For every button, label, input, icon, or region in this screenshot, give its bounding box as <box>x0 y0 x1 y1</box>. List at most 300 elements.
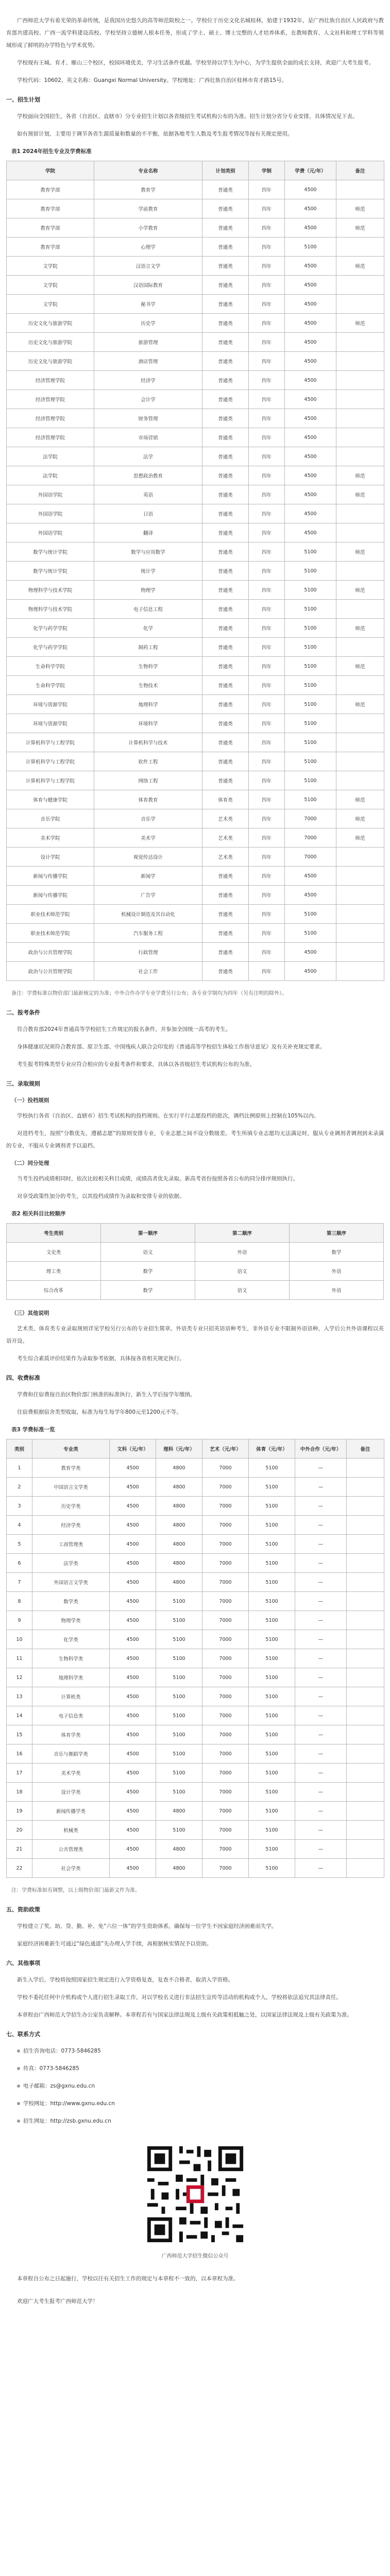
table-cell: 四年 <box>249 238 285 257</box>
table-cell: 生物科学 <box>94 657 202 676</box>
table-cell <box>336 371 384 390</box>
section-heading: 一、招生计划 <box>6 96 40 103</box>
table-cell: 4500 <box>285 276 336 295</box>
table-row <box>7 619 384 638</box>
table-cell: 5100 <box>156 1706 202 1725</box>
table-cell: 四年 <box>249 867 285 886</box>
table-cell: 4500 <box>110 1744 156 1764</box>
table-cell: 普通类 <box>202 466 249 485</box>
section-heading: 五、资助政策 <box>6 1906 40 1913</box>
table-cell: 外国语学院 <box>7 504 94 523</box>
table-cell: 4800 <box>156 1535 202 1554</box>
table-cell: 5100 <box>249 1478 295 1497</box>
table-cell: 师范 <box>336 466 384 485</box>
table-cell: 四年 <box>249 848 285 867</box>
table-cell: 7000 <box>202 1687 249 1706</box>
table-cell <box>347 1516 384 1535</box>
table-row <box>7 600 384 619</box>
table-cell: 网络工程 <box>94 771 202 790</box>
table-cell: 普通类 <box>202 733 249 752</box>
table-cell: 外语 <box>290 1262 384 1281</box>
table-cell: 4500 <box>110 1535 156 1554</box>
table-cell: 四年 <box>249 352 285 371</box>
table-cell <box>347 1649 384 1668</box>
table-cell: — <box>295 1516 347 1535</box>
table-cell: 四年 <box>249 390 285 409</box>
table-cell: 法学类 <box>32 1554 110 1573</box>
table-cell: 5100 <box>156 1592 202 1611</box>
table-cell: 学前教育 <box>94 199 202 218</box>
table-row <box>7 257 384 276</box>
table-cell: 5100 <box>285 676 336 695</box>
table-cell: 师范 <box>336 695 384 714</box>
table-cell <box>347 1478 384 1497</box>
table-cell: 计算机科学与工程学院 <box>7 752 94 771</box>
table-row <box>7 790 384 809</box>
table-cell: 四年 <box>249 295 285 314</box>
table-header-cell: 体育（元/年） <box>249 1439 295 1459</box>
table-cell: 历史学 <box>94 314 202 333</box>
table-cell: 数学类 <box>32 1592 110 1611</box>
table-row <box>7 1573 384 1592</box>
table-cell: 5100 <box>249 1516 295 1535</box>
table-row <box>7 714 384 733</box>
table-cell: 5100 <box>285 543 336 562</box>
table-note: 注：学费标准如有调整，以上级物价部门最新文件为准。 <box>11 1888 140 1893</box>
table-cell: 四年 <box>249 943 285 962</box>
table-cell: 普通类 <box>202 695 249 714</box>
table-row <box>7 562 384 581</box>
table-cell: 17 <box>7 1764 32 1783</box>
table-cell: 四年 <box>249 790 285 809</box>
table-cell: 心理学 <box>94 238 202 257</box>
table-cell: 经济学类 <box>32 1516 110 1535</box>
table-cell: 美术学类 <box>32 1764 110 1783</box>
table-cell: 5100 <box>285 562 336 581</box>
table-cell: — <box>295 1478 347 1497</box>
table-cell: 法学院 <box>7 466 94 485</box>
table-header-cell: 考生类别 <box>7 1224 101 1243</box>
table-cell: 普通类 <box>202 257 249 276</box>
table-cell: 师范 <box>336 790 384 809</box>
table-cell: 四年 <box>249 638 285 657</box>
table-cell: 普通类 <box>202 943 249 962</box>
qr-caption: 广西师范大学招生微信公众号 <box>161 2253 229 2259</box>
table-cell: 教育学类 <box>32 1459 110 1478</box>
table-cell: 翻译 <box>94 523 202 543</box>
table-cell <box>336 238 384 257</box>
table-cell: 理工类 <box>7 1262 101 1281</box>
table-cell: 18 <box>7 1783 32 1802</box>
table-cell: 4500 <box>110 1611 156 1630</box>
table-header-cell: 文科（元/年） <box>110 1439 156 1459</box>
contact-email[interactable]: 电子邮箱：zs@gxnu.edu.cn <box>6 2080 384 2092</box>
table-cell: 8 <box>7 1592 32 1611</box>
table-row <box>7 485 384 504</box>
table-cell: 四年 <box>249 962 285 981</box>
table-cell: — <box>295 1821 347 1840</box>
table-cell: 5100 <box>285 600 336 619</box>
table-cell: 7000 <box>202 1821 249 1840</box>
table-row <box>7 1764 384 1783</box>
intro-paragraph: 广西师范大学有着光荣的革命传统，是我国历史悠久的高等师范院校之一。学校位于历史文化名城桂林，始建于1932年，是广西壮族自治区人民政府与教育部共建高校、广西一流学科建设高校。学校坚持立德树人根本任务，形成了学士、硕士、博士完整的人才培养体系，在教师教育、人文社科和理工学科等领域形成了鲜明的办学特色与学术优势。 <box>6 18 384 48</box>
table-cell: 7000 <box>202 1783 249 1802</box>
table-cell: — <box>295 1859 347 1878</box>
table-cell: 5100 <box>249 1611 295 1630</box>
table-cell: 4500 <box>110 1497 156 1516</box>
table-row <box>7 828 384 848</box>
table-cell: 5100 <box>249 1630 295 1649</box>
table-cell: 5 <box>7 1535 32 1554</box>
table-cell: 4500 <box>285 886 336 905</box>
table-cell: 数学 <box>101 1281 195 1300</box>
table-cell: 职业技术师范学院 <box>7 905 94 924</box>
qr-code-icon <box>144 2143 247 2246</box>
table-cell <box>347 1554 384 1573</box>
contact-admissions-website[interactable]: 招生网址：http://zsb.gxnu.edu.cn <box>6 2115 384 2127</box>
table-header-row <box>7 1439 384 1459</box>
table-row <box>7 886 384 905</box>
table-cell: 地理科学类 <box>32 1668 110 1687</box>
section-paragraph: 学校面向全国招生，各省（自治区、直辖市）分专业招生计划以各省级招生考试机构公布的为准。招生计划分省分专业安排，具体情况见下表。 <box>17 113 358 120</box>
table-cell: 四年 <box>249 428 285 447</box>
table-cell: 师范 <box>336 543 384 562</box>
table-row <box>7 1262 384 1281</box>
table-row <box>7 638 384 657</box>
table-cell: 4500 <box>285 218 336 238</box>
table-cell: 普通类 <box>202 676 249 695</box>
table-cell: 5100 <box>285 238 336 257</box>
table-row <box>7 1592 384 1611</box>
table-cell: 9 <box>7 1611 32 1630</box>
enrollment-plan-table <box>6 161 384 981</box>
table-row <box>7 581 384 600</box>
section-paragraph: 考生综合素质评价结果作为录取参考依据，具体按各省相关规定执行。 <box>17 1355 185 1362</box>
table-cell: 制药工程 <box>94 638 202 657</box>
table-cell: 4800 <box>156 1497 202 1516</box>
table-cell: 普通类 <box>202 714 249 733</box>
table-cell: 师范 <box>336 485 384 504</box>
table-cell <box>336 504 384 523</box>
table-cell: 4500 <box>285 199 336 218</box>
section-paragraph: 如有预留计划，主要用于调节各省生源质量和数量的不平衡，依据各地考生人数及考生报考情况等按有关规定使用。 <box>17 131 293 137</box>
table-cell: — <box>295 1706 347 1725</box>
table-cell: 音乐学院 <box>7 809 94 828</box>
table-cell: 5100 <box>156 1630 202 1649</box>
table-cell: 4500 <box>110 1687 156 1706</box>
table-cell: 4500 <box>285 295 336 314</box>
table-cell: 政治与公共管理学院 <box>7 943 94 962</box>
table-cell <box>336 295 384 314</box>
table-row <box>7 466 384 485</box>
section-paragraph: 学校建立了奖、助、贷、勤、补、免“六位一体”的学生资助体系，确保每一位学生不因家庭经济困难而失学。 <box>17 1923 277 1929</box>
table-cell: 7000 <box>202 1630 249 1649</box>
table-header-cell: 备注 <box>336 161 384 180</box>
table-cell: 普通类 <box>202 924 249 943</box>
table-note: 备注：学费标准以物价部门最新核定的为准；中外合作办学专业学费另行公布；各专业学制均为四年（另有注明的除外）。 <box>11 991 287 996</box>
table-cell: 4500 <box>285 257 336 276</box>
table-cell: 5100 <box>249 1592 295 1611</box>
table-cell: 普通类 <box>202 371 249 390</box>
table-row <box>7 1706 384 1725</box>
table-cell <box>347 1840 384 1859</box>
table-cell <box>336 428 384 447</box>
table-row <box>7 390 384 409</box>
table-cell: 5100 <box>249 1725 295 1744</box>
table-cell: 7000 <box>202 1764 249 1783</box>
table-cell: 四年 <box>249 409 285 428</box>
table-cell: 小学教育 <box>94 218 202 238</box>
table-cell: 物理科学与技术学院 <box>7 581 94 600</box>
table-row <box>7 352 384 371</box>
table-cell: 4500 <box>110 1459 156 1478</box>
table-cell: 计算机科学与工程学院 <box>7 771 94 790</box>
table-cell: 11 <box>7 1649 32 1668</box>
table-cell: 普通类 <box>202 523 249 543</box>
table-row <box>7 1783 384 1802</box>
table-cell: 美术学院 <box>7 828 94 848</box>
table-cell: 普通类 <box>202 180 249 199</box>
table-cell: 四年 <box>249 333 285 352</box>
table-cell: 5100 <box>156 1649 202 1668</box>
table-cell: 6 <box>7 1554 32 1573</box>
table-row <box>7 1630 384 1649</box>
table-cell <box>336 638 384 657</box>
table-cell: 政治与公共管理学院 <box>7 962 94 981</box>
table-cell: 文学院 <box>7 257 94 276</box>
table-cell: 3 <box>7 1497 32 1516</box>
table-cell: 5100 <box>249 1459 295 1478</box>
table-cell: 师范 <box>336 257 384 276</box>
table-cell: 环境科学 <box>94 714 202 733</box>
table-cell: 普通类 <box>202 638 249 657</box>
table-cell: — <box>295 1840 347 1859</box>
table-cell: 数学与统计学院 <box>7 543 94 562</box>
table-cell: 普通类 <box>202 390 249 409</box>
table-row <box>7 409 384 428</box>
table-cell <box>336 752 384 771</box>
table-cell: 7000 <box>202 1668 249 1687</box>
table-row <box>7 218 384 238</box>
section-heading: 六、其他事项 <box>6 1960 40 1967</box>
table-row <box>7 1611 384 1630</box>
table-header-row <box>7 161 384 180</box>
section-paragraph: 本章程由广西师范大学招生办公室负责解释。本章程若有与国家法律法规及上级有关政策相抵触之处，以国家法律法规及上级有关政策为准。 <box>17 2012 352 2018</box>
table-row <box>7 238 384 257</box>
table-cell: — <box>295 1459 347 1478</box>
table-cell: 汉语国际教育 <box>94 276 202 295</box>
table-cell: 四年 <box>249 733 285 752</box>
table-cell: 7000 <box>202 1802 249 1821</box>
table-cell: 普通类 <box>202 886 249 905</box>
table-cell: 外国语学院 <box>7 485 94 504</box>
table-cell: 10 <box>7 1630 32 1649</box>
contact-website[interactable]: 学校网址：http://www.gxnu.edu.cn <box>6 2097 384 2110</box>
table-cell: 经济管理学院 <box>7 428 94 447</box>
bullet-icon <box>17 2102 20 2105</box>
table-cell: 7000 <box>202 1649 249 1668</box>
table-cell: 5100 <box>285 924 336 943</box>
table-cell: 普通类 <box>202 352 249 371</box>
table-cell: 物理学 <box>94 581 202 600</box>
table-cell: 5100 <box>156 1821 202 1840</box>
table-cell: 4800 <box>156 1802 202 1821</box>
table-cell: 四年 <box>249 523 285 543</box>
subsection-heading: （一）投档规则 <box>11 1097 49 1104</box>
table-header-cell: 第一顺序 <box>101 1224 195 1243</box>
table-title: 表2 相关科目比较顺序 <box>11 1211 66 1217</box>
table-cell: 普通类 <box>202 238 249 257</box>
table-cell: 新闻学 <box>94 867 202 886</box>
table-cell: 音乐学 <box>94 809 202 828</box>
table-cell: 5100 <box>249 1573 295 1592</box>
table-cell: 4500 <box>285 867 336 886</box>
table-row <box>7 1744 384 1764</box>
table-cell: 4500 <box>285 409 336 428</box>
table-cell: 文学院 <box>7 295 94 314</box>
table-cell: — <box>295 1535 347 1554</box>
table-cell: — <box>295 1668 347 1687</box>
table-row <box>7 657 384 676</box>
table-cell: 体育教育 <box>94 790 202 809</box>
table-cell: 经济管理学院 <box>7 409 94 428</box>
table-cell: 师范 <box>336 619 384 638</box>
table-cell: 4500 <box>110 1668 156 1687</box>
table-cell: 师范 <box>336 218 384 238</box>
table-cell: 4500 <box>110 1802 156 1821</box>
table-cell: 4800 <box>156 1459 202 1478</box>
table-cell: 语文 <box>195 1262 290 1281</box>
table-cell <box>347 1764 384 1783</box>
table-cell: 化学类 <box>32 1630 110 1649</box>
table-cell: 4800 <box>156 1859 202 1878</box>
table-cell: 5100 <box>249 1668 295 1687</box>
section-paragraph: 新生入学后，学校将按照国家招生规定进行入学资格复查，复查不合格者，取消入学资格。 <box>17 1977 233 1983</box>
table-row <box>7 1243 384 1262</box>
table-cell: 新闻与传播学院 <box>7 867 94 886</box>
table-header-cell: 学院 <box>7 161 94 180</box>
table-cell: 生命科学学院 <box>7 657 94 676</box>
table-cell: 4500 <box>285 314 336 333</box>
table-cell: 5100 <box>249 1706 295 1725</box>
intro-paragraph: 学校代码：10602，英文名称：Guangxi Normal University。学校地址：广西壮族自治区桂林市育才路15号。 <box>17 77 287 83</box>
table-cell: 四年 <box>249 562 285 581</box>
table-cell: 教育学部 <box>7 180 94 199</box>
table-cell: 电子信息类 <box>32 1706 110 1725</box>
table-cell: 计算机科学与技术 <box>94 733 202 752</box>
table-cell: 4500 <box>285 962 336 981</box>
table-cell: 4500 <box>110 1478 156 1497</box>
table-cell: 5100 <box>285 657 336 676</box>
table-cell: 四年 <box>249 371 285 390</box>
table-cell: 4500 <box>110 1630 156 1649</box>
table-cell: 4500 <box>285 485 336 504</box>
table-cell: 5100 <box>285 714 336 733</box>
table-cell: 5100 <box>156 1725 202 1744</box>
table-header-row <box>7 1224 384 1243</box>
table-cell: 7000 <box>202 1478 249 1497</box>
table-cell: 艺术类 <box>202 848 249 867</box>
table-cell: 体育类 <box>202 790 249 809</box>
table-cell: 普通类 <box>202 581 249 600</box>
table-cell <box>336 962 384 981</box>
table-cell <box>336 523 384 543</box>
table-cell: 7000 <box>202 1725 249 1744</box>
table-cell: 5100 <box>156 1744 202 1764</box>
table-cell: — <box>295 1611 347 1630</box>
table-cell: 4800 <box>156 1840 202 1859</box>
table-cell <box>347 1535 384 1554</box>
table-cell: 7000 <box>202 1554 249 1573</box>
table-cell: 四年 <box>249 600 285 619</box>
table-cell <box>347 1630 384 1649</box>
table-row <box>7 848 384 867</box>
table-cell: 普通类 <box>202 657 249 676</box>
section-heading: 四、收费标准 <box>6 1375 40 1381</box>
table-cell: 普通类 <box>202 543 249 562</box>
table-row <box>7 1535 384 1554</box>
table-cell: 师范 <box>336 809 384 828</box>
table-cell: 4500 <box>110 1554 156 1573</box>
section-heading: 七、联系方式 <box>6 2031 40 2038</box>
table-cell: 普通类 <box>202 562 249 581</box>
table-cell: 5100 <box>249 1783 295 1802</box>
table-cell: 机械类 <box>32 1821 110 1840</box>
table-cell: 21 <box>7 1840 32 1859</box>
table-cell <box>347 1668 384 1687</box>
table-cell: 普通类 <box>202 619 249 638</box>
table-cell: 生物技术 <box>94 676 202 695</box>
table-cell: — <box>295 1630 347 1649</box>
table-header-cell: 学制 <box>249 161 285 180</box>
table-cell: 秘书学 <box>94 295 202 314</box>
table-cell: 7000 <box>202 1459 249 1478</box>
table-cell: 财务管理 <box>94 409 202 428</box>
table-cell: 5100 <box>249 1821 295 1840</box>
table-cell: 四年 <box>249 485 285 504</box>
table-cell: 教育学 <box>94 180 202 199</box>
table-header-cell: 艺术（元/年） <box>202 1439 249 1459</box>
table-cell: 四年 <box>249 581 285 600</box>
table-row <box>7 1478 384 1497</box>
table-cell: 4500 <box>110 1859 156 1878</box>
table-cell: 汉语言文学 <box>94 257 202 276</box>
table-cell <box>336 714 384 733</box>
table-cell: 12 <box>7 1668 32 1687</box>
table-cell: 设计学类 <box>32 1783 110 1802</box>
table-cell: 综合改革 <box>7 1281 101 1300</box>
bullet-icon <box>17 2049 20 2053</box>
table-cell: — <box>295 1783 347 1802</box>
table-cell: — <box>295 1497 347 1516</box>
table-cell: 5100 <box>249 1535 295 1554</box>
table-cell: 7000 <box>202 1744 249 1764</box>
table-cell: 教育学部 <box>7 218 94 238</box>
table-cell: 5100 <box>285 771 336 790</box>
table-cell: 四年 <box>249 257 285 276</box>
table-cell: 行政管理 <box>94 943 202 962</box>
table-header-cell: 类别 <box>7 1439 32 1459</box>
table-row <box>7 333 384 352</box>
table-cell: 4500 <box>110 1516 156 1535</box>
table-cell: 7000 <box>285 809 336 828</box>
table-cell <box>336 180 384 199</box>
table-row <box>7 943 384 962</box>
table-cell: 4500 <box>285 371 336 390</box>
table-cell: 4500 <box>110 1649 156 1668</box>
table-cell: 5100 <box>249 1687 295 1706</box>
table-cell: 4500 <box>110 1706 156 1725</box>
